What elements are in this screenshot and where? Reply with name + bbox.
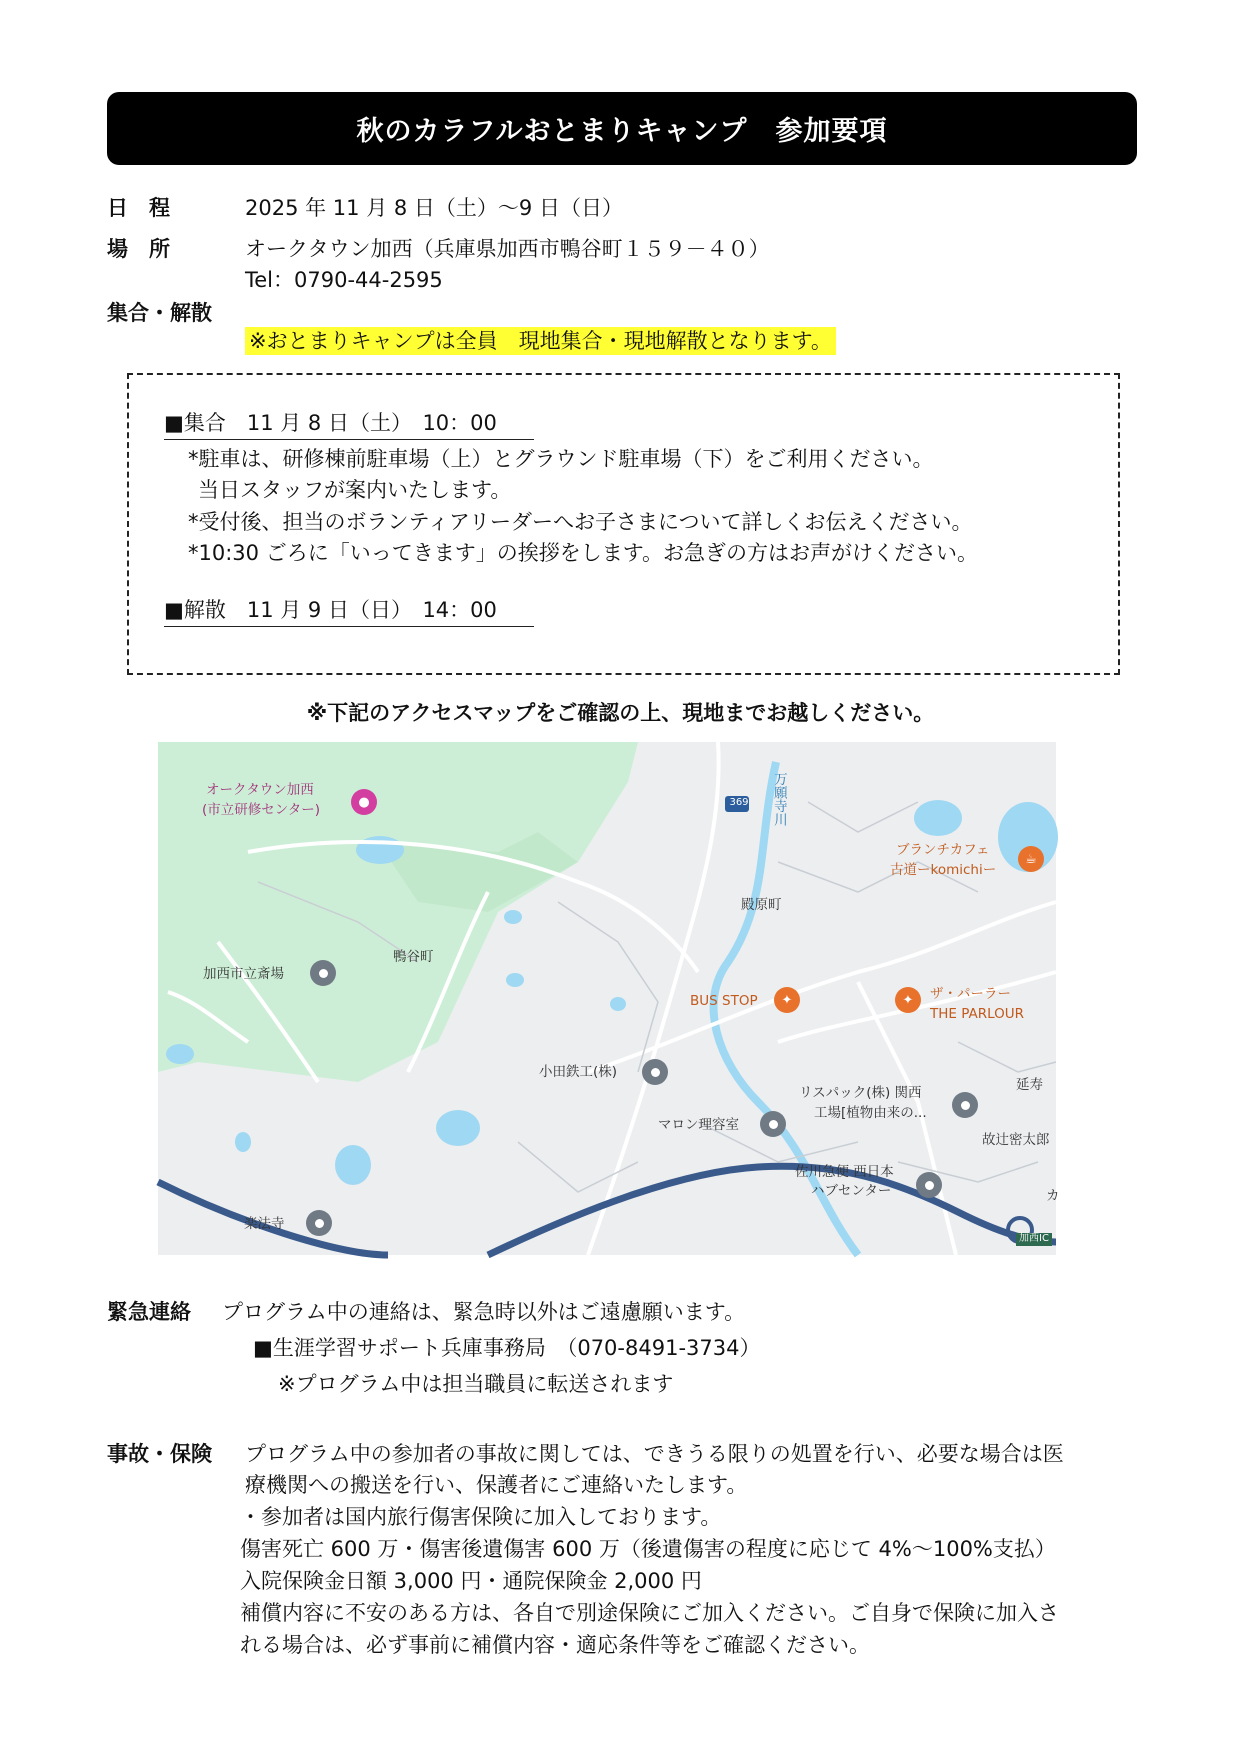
insurance-line-4: 傷害死亡 600 万・傷害後遺傷害 600 万（後遺傷害の程度に応じて 4%～100%支払） — [240, 1537, 1056, 1561]
map-label-ka: カ — [1046, 1188, 1060, 1204]
gather-note-2: 当日スタッフが案内いたします。 — [198, 478, 512, 502]
insurance-line-7: れる場合は、必ず事前に補償内容・適応条件等をご確認ください。 — [240, 1633, 870, 1657]
route-shield: 369 — [729, 797, 749, 808]
schedule-label: 日 程 — [107, 196, 170, 220]
insurance-label: 事故・保険 — [107, 1442, 212, 1466]
place-label: 場 所 — [107, 237, 170, 261]
map-label-marron: マロン理容室 — [658, 1117, 739, 1133]
marron-pin-icon[interactable] — [760, 1111, 786, 1137]
insurance-line-5: 入院保険金日額 3,000 円・通院保険金 2,000 円 — [240, 1569, 702, 1593]
hotel-pin-icon[interactable]: ● — [351, 789, 377, 815]
emergency-office: ■生涯学習サポート兵庫事務局 （070-8491-3734） — [253, 1336, 761, 1360]
map-label-cafe-1: ブランチカフェ — [896, 842, 990, 858]
map-label-bus-stop: BUS STOP — [690, 993, 758, 1009]
emergency-label: 緊急連絡 — [107, 1300, 191, 1324]
meeting-notice: ※おとまりキャンプは全員 現地集合・現地解散となります。 — [245, 327, 836, 355]
map-label-rakuhoji: 楽法寺 — [244, 1216, 285, 1232]
emergency-text: プログラム中の連絡は、緊急時以外はご遠慮願います。 — [222, 1300, 746, 1324]
gather-note-4: *10:30 ごろに「いってきます」の挨拶をします。お急ぎの方はお声がけください。 — [188, 541, 979, 565]
map-label-cafe-2: 古道ーkomichiー — [890, 862, 997, 878]
insurance-line-2: 療機関への搬送を行い、保護者にご連絡いたします。 — [245, 1473, 748, 1497]
map-label-sagawa-1: 佐川急便 西日本 — [795, 1164, 894, 1180]
schedule-value: 2025 年 11 月 8 日（土）～9 日（日） — [245, 196, 623, 220]
map-label-kasai-ic: 加西IC — [1016, 1233, 1052, 1246]
map-label-rispack-2: 工場[植物由来の... — [814, 1105, 927, 1121]
saijo-pin-icon[interactable] — [310, 960, 336, 986]
map-label-enju: 延寿 — [1016, 1077, 1043, 1093]
rispack-pin-icon[interactable] — [952, 1092, 978, 1118]
gather-heading: ■集合 11 月 8 日（土） 10：00 — [164, 407, 534, 440]
map-caption: ※下記のアクセスマップをご確認の上、現地までお越しください。 — [306, 701, 935, 725]
map-label-rispack-1: リスパック(株) 関西 — [799, 1085, 922, 1101]
oda-pin-icon[interactable] — [642, 1059, 668, 1085]
sagawa-pin-icon[interactable] — [916, 1172, 942, 1198]
emergency-transfer: ※プログラム中は担当職員に転送されます — [278, 1372, 674, 1396]
insurance-line-1: プログラム中の参加者の事故に関しては、できうる限りの処置を行い、必要な場合は医 — [245, 1442, 1064, 1466]
cafe-pin-icon[interactable]: ☕ — [1018, 846, 1044, 872]
insurance-line-3: ・参加者は国内旅行傷害保険に加入しております。 — [240, 1505, 722, 1529]
dismiss-heading: ■解散 11 月 9 日（日） 14：00 — [164, 594, 534, 627]
map-label-river: 万願寺川 — [770, 772, 787, 826]
map-label-parlour-1: ザ・パーラー — [930, 986, 1011, 1002]
map-label-sagawa-2: ハブセンター — [811, 1183, 892, 1199]
place-tel: Tel：0790-44-2595 — [245, 268, 443, 292]
meeting-label: 集合・解散 — [107, 301, 212, 325]
gather-note-3: *受付後、担当のボランティアリーダーへお子さまについて詳しくお伝えください。 — [188, 510, 973, 534]
parlour-pin-icon[interactable]: ✦ — [895, 987, 921, 1013]
temple-pin-icon[interactable] — [306, 1210, 332, 1236]
page-title: 秋のカラフルおとまりキャンプ 参加要項 — [107, 92, 1137, 165]
map-label-saijo: 加西市立斎場 — [203, 966, 284, 982]
map-label-tonohara: 殿原町 — [741, 897, 782, 913]
map-label-oda: 小田鉄工(株) — [539, 1064, 618, 1080]
bus-stop-pin-icon[interactable]: ✦ — [774, 987, 800, 1013]
map-label-kotsuji: 故辻密太郎 — [982, 1132, 1050, 1148]
place-value: オークタウン加西（兵庫県加西市鴨谷町１５９－４０） — [245, 237, 770, 261]
insurance-line-6: 補償内容に不安のある方は、各自で別途保険にご加入ください。ご自身で保険に加入さ — [240, 1601, 1059, 1625]
gather-note-1: *駐車は、研修棟前駐車場（上）とグラウンド駐車場（下）をご利用ください。 — [188, 447, 934, 471]
map-label-kamoya: 鴨谷町 — [393, 949, 434, 965]
map-label-oak-town-sub: (市立研修センター) — [202, 802, 320, 818]
access-map[interactable] — [158, 742, 1060, 1255]
map-label-oak-town: オークタウン加西 — [206, 782, 314, 798]
map-label-parlour-2: THE PARLOUR — [930, 1006, 1025, 1022]
